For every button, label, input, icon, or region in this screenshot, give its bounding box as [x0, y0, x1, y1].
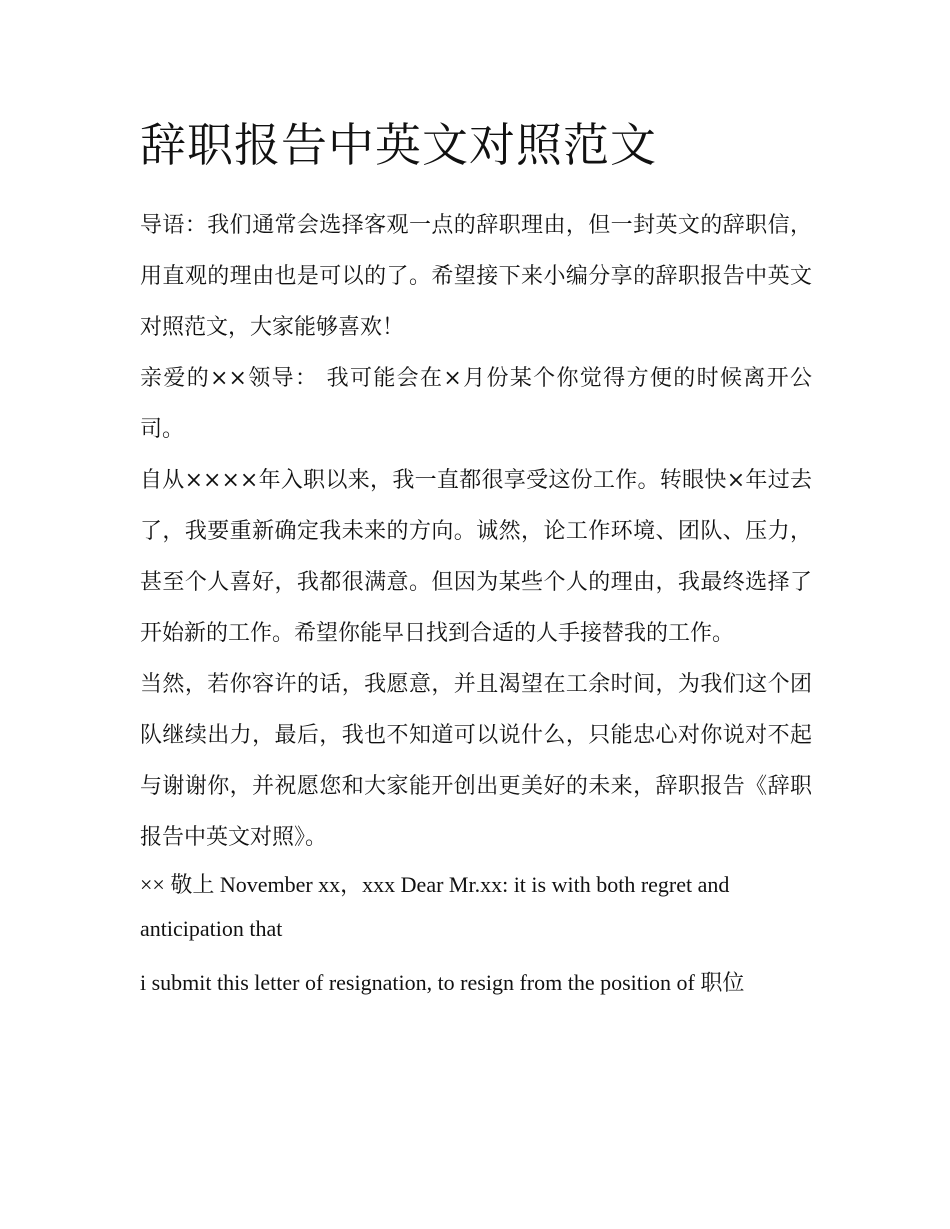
body-paragraph-1: 自从××××年入职以来，我一直都很享受这份工作。转眼快×年过去了，我要重新确定我未来的方向。诚然，论工作环境、团队、压力，甚至个人喜好，我都很满意。但因为某些个人的理由，我最终选择了开始新的工作。希望你能早日找到合适的人手接替我的工作。 [140, 468, 812, 646]
salutation-paragraph: 亲爱的××领导： 我可能会在×月份某个你觉得方便的时候离开公司。 [140, 366, 812, 442]
intro-paragraph: 导语：我们通常会选择客观一点的辞职理由，但一封英文的辞职信，用直观的理由也是可以的了。希望接下来小编分享的辞职报告中英文对照范文，大家能够喜欢！ [140, 213, 812, 340]
english-paragraph-2: i submit this letter of resignation, to resign from the position of 职位 [140, 970, 745, 995]
document-title: 辞职报告中英文对照范文 [140, 118, 657, 172]
english-paragraph-1: ×× 敬上 November xx，xxx Dear Mr.xx: it is with both regret and anticipation that [140, 872, 730, 941]
document-page [140, 112, 812, 1008]
body-paragraph-2: 当然，若你容许的话，我愿意，并且渴望在工余时间，为我们这个团队继续出力，最后，我也不知道可以说什么，只能忠心对你说对不起与谢谢你，并祝愿您和大家能开创出更美好的未来，辞职报告《辞职报告中英文对照》。 [140, 672, 812, 850]
